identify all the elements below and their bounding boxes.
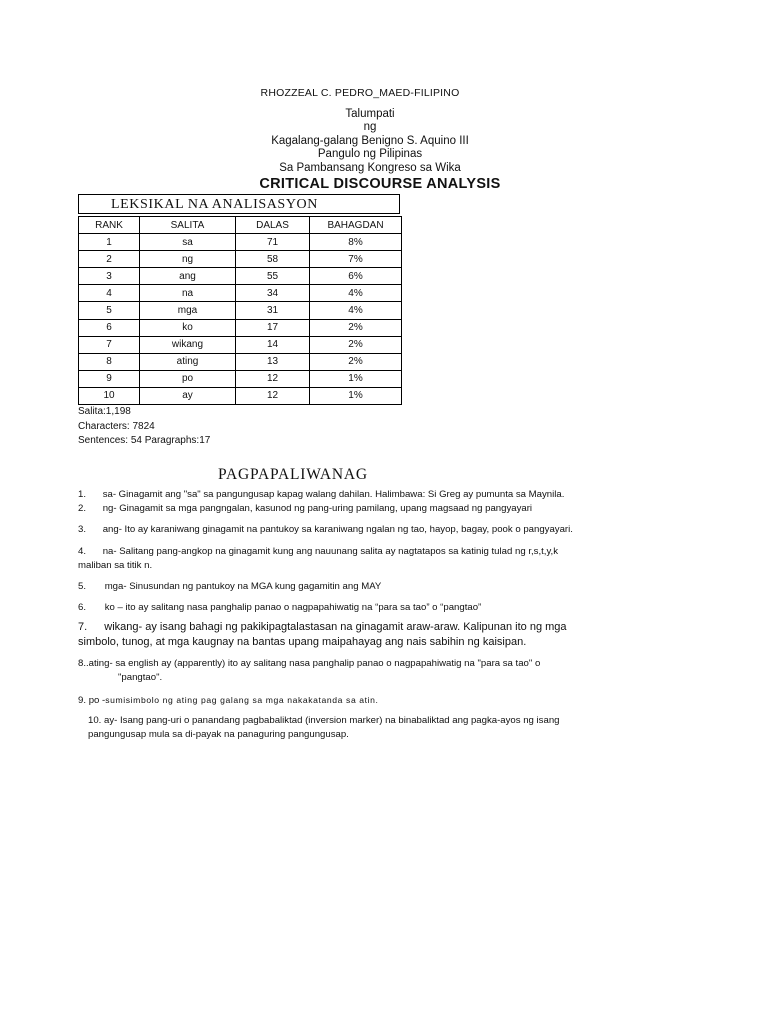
item-text: na- Salitang pang-angkop na ginagamit kung ang nauunang salita ay nagtatapos sa katinig tulad ng r,s,t,y,k (102, 546, 558, 557)
table-cell: 3 (79, 268, 140, 285)
explanation-item (78, 545, 658, 573)
item-number: 1. (78, 489, 87, 500)
speech-heading (0, 108, 740, 175)
table-cell: 71 (236, 234, 310, 251)
table-cell: 4% (310, 302, 402, 319)
explanation-item (78, 601, 658, 615)
item-number: 3. (78, 524, 87, 535)
table-cell: 13 (236, 353, 310, 370)
item-text-continued: maliban sa titik n. (78, 560, 153, 571)
table-cell: wikang (140, 336, 236, 353)
table-header-row (79, 217, 402, 234)
table-cell: 2% (310, 336, 402, 353)
table-row (79, 387, 402, 404)
table-body (79, 234, 402, 405)
table-row (79, 319, 402, 336)
item-text: ang- Ito ay karaniwang ginagamit na pantukoy sa karaniwang ngalan ng tao, hayop, bagay, pook o pangyayari. (102, 524, 573, 535)
speech-line: ng (363, 121, 377, 134)
table-row (79, 285, 402, 302)
table-cell: 17 (236, 319, 310, 336)
table-cell: po (140, 370, 236, 387)
explanation-item (78, 523, 658, 537)
explanation-item (78, 580, 658, 594)
table-cell: ang (140, 268, 236, 285)
explanation-item (88, 714, 668, 742)
table-cell: mga (140, 302, 236, 319)
item-number: 6. (78, 602, 87, 613)
item-number: 9. (78, 695, 87, 706)
table-row (79, 234, 402, 251)
item-number: 8.. (78, 658, 89, 669)
item-number: 2. (78, 503, 87, 514)
column-header: DALAS (236, 217, 310, 234)
table-cell: 2% (310, 319, 402, 336)
item-text-continued: simbolo, tunog, at mga kaugnay na bantas upang maipahayag ang nais sabihin ng kaisipan. (78, 635, 527, 648)
lexical-title-box (78, 194, 400, 214)
table-cell: 4% (310, 285, 402, 302)
item-number: 7. (78, 621, 88, 633)
column-header: RANK (79, 217, 140, 234)
frequency-table (78, 216, 402, 405)
table-row (79, 370, 402, 387)
table-cell: ng (140, 251, 236, 268)
item-text: ating- sa english ay (apparently) ito ay salitang nasa panghalip panao o nagpapahiwatig na "para sa tao" o (88, 658, 541, 669)
column-header: SALITA (140, 217, 236, 234)
table-cell: 2 (79, 251, 140, 268)
item-text: mga- Sinusundan ng pantukoy na MGA kung gagamitin ang MAY (104, 581, 382, 592)
character-count: Characters: 7824 (78, 420, 155, 432)
table-cell: 10 (79, 387, 140, 404)
explanation-item (78, 502, 658, 516)
table-cell: 8 (79, 353, 140, 370)
item-text: wikang- ay isang bahagi ng pakikipagtalastasan na ginagamit araw-araw. Kalipunan ito ng mga (104, 621, 567, 633)
analysis-title: CRITICAL DISCOURSE ANALYSIS (259, 176, 501, 192)
item-number: 10. (88, 715, 102, 726)
speech-line: Kagalang-galang Benigno S. Aquino III (271, 134, 469, 147)
table-row (79, 353, 402, 370)
table-row (79, 268, 402, 285)
table-cell: 31 (236, 302, 310, 319)
table-cell: ay (140, 387, 236, 404)
table-cell: sa (140, 234, 236, 251)
lexical-title: LEKSIKAL NA ANALISASYON (111, 197, 318, 212)
word-count: Salita:1,198 (78, 406, 131, 417)
item-number: 4. (78, 546, 87, 557)
table-cell: 8% (310, 234, 402, 251)
table-row (79, 302, 402, 319)
item-text-continued: sumisimbolo ng ating pag galang sa mga nakakatanda sa atin. (105, 695, 379, 705)
table-cell: 7 (79, 336, 140, 353)
table-cell: 34 (236, 285, 310, 302)
table-cell: 55 (236, 268, 310, 285)
table-cell: 1% (310, 370, 402, 387)
explanation-item (78, 620, 658, 649)
speech-line: Talumpati (345, 108, 395, 120)
table-cell: 12 (236, 387, 310, 404)
table-row (79, 251, 402, 268)
table-cell: 1% (310, 387, 402, 404)
table-cell: 6% (310, 268, 402, 285)
speech-line: Sa Pambansang Kongreso sa Wika (279, 161, 461, 174)
table-cell: 12 (236, 370, 310, 387)
author-line: RHOZZEAL C. PEDRO_MAED-FILIPINO (260, 87, 460, 99)
table-cell: 58 (236, 251, 310, 268)
speech-line: Pangulo ng Pilipinas (317, 148, 423, 161)
table-cell: 7% (310, 251, 402, 268)
table-cell: 9 (79, 370, 140, 387)
table-cell: 2% (310, 353, 402, 370)
item-text: sa- Ginagamit ang "sa" sa pangungusap kapag walang dahilan. Halimbawa: Si Greg ay pumunta sa Maynila. (102, 489, 565, 500)
item-text: ay- Isang pang-uri o panandang pagbabaliktad (inversion marker) na binabaliktad ang pagka-ayos ng isang (104, 715, 560, 726)
explanation-title: PAGPAPALIWANAG (218, 466, 368, 483)
table-cell: 5 (79, 302, 140, 319)
item-text: po - (88, 695, 106, 706)
table-cell: ko (140, 319, 236, 336)
table-cell: 1 (79, 234, 140, 251)
item-text-continued: pangungusap mula sa di-payak na panaguring pangungusap. (88, 729, 349, 740)
item-text: ko – ito ay salitang nasa panghalip panao o nagpapahiwatig na “para sa tao” o “pangtao” (104, 602, 482, 613)
table-row (79, 336, 402, 353)
text-statistics (78, 405, 210, 449)
table-cell: 6 (79, 319, 140, 336)
explanation-item (78, 693, 658, 708)
item-text: ng- Ginagamit sa mga pangngalan, kasunod ng pang-uring pamilang, upang magsaad ng pangyayari (102, 503, 533, 514)
item-text-continued: "pangtao". (118, 672, 163, 683)
item-number: 5. (78, 581, 87, 592)
explanation-item (78, 657, 658, 685)
table-cell: na (140, 285, 236, 302)
explanation-item (78, 488, 658, 502)
table-cell: 4 (79, 285, 140, 302)
table-cell: ating (140, 353, 236, 370)
table-cell: 14 (236, 336, 310, 353)
sentence-paragraph-count: Sentences: 54 Paragraphs:17 (78, 435, 211, 446)
column-header: BAHAGDAN (310, 217, 402, 234)
